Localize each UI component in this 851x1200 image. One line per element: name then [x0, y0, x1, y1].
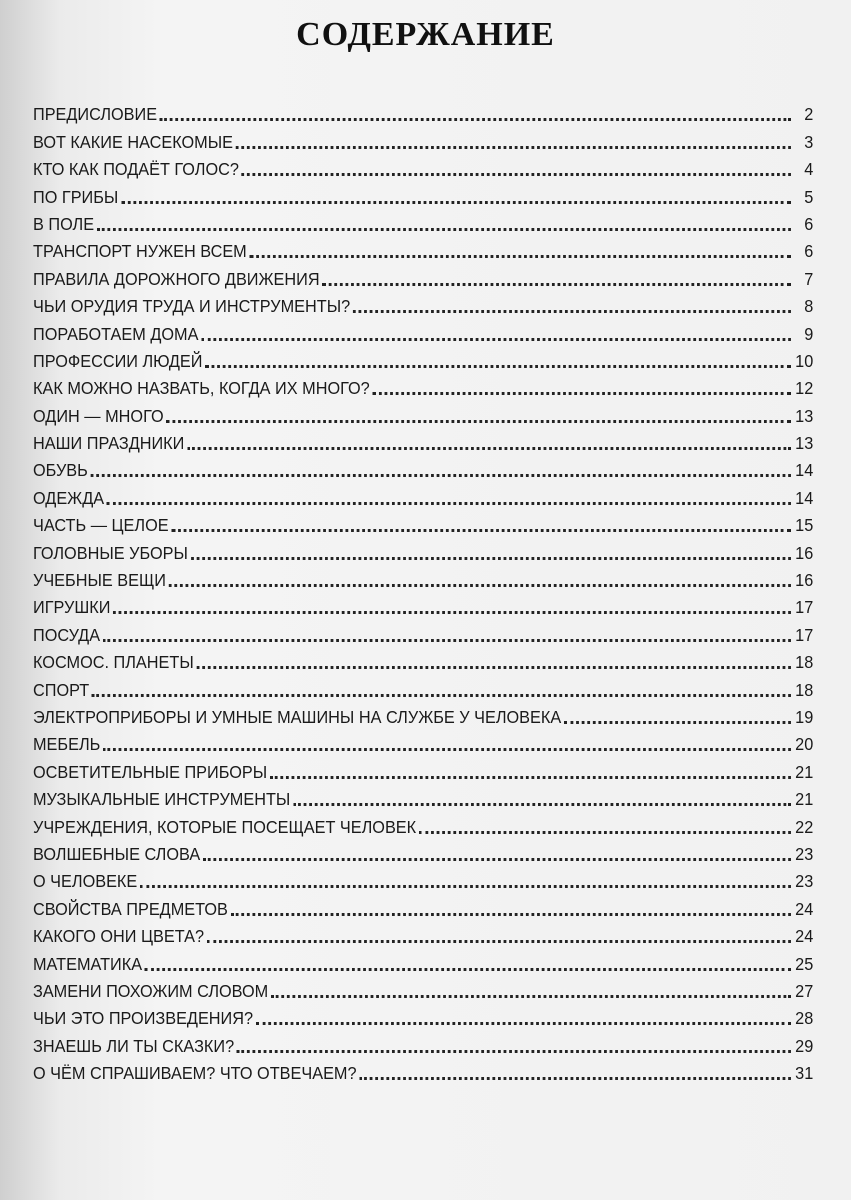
toc-entry-title: О ЧЁМ СПРАШИВАЕМ? ЧТО ОТВЕЧАЕМ?	[33, 1063, 357, 1084]
dot-leader	[197, 654, 791, 669]
toc-entry-page-number: 10	[795, 350, 814, 371]
toc-entry-title: КАКОГО ОНИ ЦВЕТА?	[33, 926, 205, 947]
toc-entry-page-number: 7	[804, 268, 814, 289]
toc-entry-page-number: 12	[795, 378, 814, 399]
toc-entry[interactable]	[33, 262, 813, 289]
toc-entry-title: ЭЛЕКТРОПРИБОРЫ И УМНЫЕ МАШИНЫ НА СЛУЖБЕ У ЧЕЛОВЕКА	[33, 706, 562, 727]
toc-entry-page-number: 18	[795, 679, 814, 700]
toc-entry-title: ЧЬИ ЭТО ПРОИЗВЕДЕНИЯ?	[33, 1008, 254, 1029]
toc-entry[interactable]	[33, 618, 813, 645]
dot-leader	[271, 983, 791, 998]
toc-entry[interactable]	[33, 673, 813, 700]
toc-entry-page-number: 19	[795, 706, 814, 727]
dot-leader	[201, 326, 791, 341]
toc-entry-title: ЧЬИ ОРУДИЯ ТРУДА И ИНСТРУМЕНТЫ?	[33, 296, 351, 317]
toc-entry-title: ОДЕЖДА	[33, 487, 105, 508]
toc-entry-page-number: 15	[795, 515, 814, 536]
toc-entry-page-number: 9	[804, 323, 814, 344]
dot-leader	[191, 545, 791, 560]
table-of-contents	[33, 98, 813, 1084]
toc-entry-title: ИГРУШКИ	[33, 597, 111, 618]
dot-leader	[145, 956, 791, 971]
dot-leader	[91, 462, 791, 477]
dot-leader	[97, 216, 791, 231]
toc-entry[interactable]	[33, 920, 813, 947]
toc-entry[interactable]	[33, 865, 813, 892]
toc-entry-page-number: 17	[795, 597, 814, 618]
toc-entry-page-number: 8	[804, 296, 814, 317]
page-title: СОДЕРЖАНИЕ	[296, 16, 555, 53]
toc-entry-title: КАК МОЖНО НАЗВАТЬ, КОГДА ИХ МНОГО?	[33, 378, 370, 399]
toc-entry-page-number: 21	[795, 761, 814, 782]
toc-entry-title: КТО КАК ПОДАЁТ ГОЛОС?	[33, 159, 239, 180]
dot-leader	[205, 353, 791, 368]
toc-entry-page-number: 13	[795, 405, 814, 426]
dot-leader	[564, 709, 791, 724]
toc-entry-title: О ЧЕЛОВЕКЕ	[33, 871, 138, 892]
toc-entry[interactable]	[33, 1029, 813, 1056]
dot-leader	[187, 435, 791, 450]
dot-leader	[171, 517, 791, 532]
dot-leader	[166, 408, 791, 423]
toc-entry-page-number: 23	[795, 843, 814, 864]
toc-entry[interactable]	[33, 728, 813, 755]
toc-entry[interactable]	[33, 208, 813, 235]
toc-entry-title: СВОЙСТВА ПРЕДМЕТОВ	[33, 898, 228, 919]
toc-entry[interactable]	[33, 810, 813, 837]
toc-entry-title: ОДИН — МНОГО	[33, 405, 164, 426]
toc-entry-title: ПОРАБОТАЕМ ДОМА	[33, 323, 199, 344]
dot-leader	[121, 189, 791, 204]
toc-entry[interactable]	[33, 125, 813, 152]
toc-entry-page-number: 14	[795, 487, 814, 508]
toc-entry[interactable]	[33, 180, 813, 207]
dot-leader	[373, 380, 791, 395]
toc-entry[interactable]	[33, 153, 813, 180]
toc-entry-title: КОСМОС. ПЛАНЕТЫ	[33, 652, 194, 673]
toc-entry-title: ПРОФЕССИИ ЛЮДЕЙ	[33, 350, 203, 371]
toc-entry-page-number: 24	[795, 926, 814, 947]
toc-entry[interactable]	[33, 701, 813, 728]
dot-leader	[322, 271, 791, 286]
toc-entry[interactable]	[33, 509, 813, 536]
toc-entry-page-number: 24	[795, 898, 814, 919]
toc-entry[interactable]	[33, 564, 813, 591]
toc-entry-title: ОСВЕТИТЕЛЬНЫЕ ПРИБОРЫ	[33, 761, 268, 782]
dot-leader	[107, 490, 791, 505]
dot-leader	[140, 873, 791, 888]
toc-entry[interactable]	[33, 975, 813, 1002]
dot-leader	[256, 1010, 791, 1025]
toc-entry-page-number: 31	[795, 1063, 814, 1084]
toc-entry-page-number: 25	[795, 953, 814, 974]
toc-entry[interactable]	[33, 591, 813, 618]
toc-entry-title: ТРАНСПОРТ НУЖЕН ВСЕМ	[33, 241, 247, 262]
toc-entry-page-number: 4	[804, 159, 814, 180]
dot-leader	[103, 736, 791, 751]
toc-entry-title: ЗАМЕНИ ПОХОЖИМ СЛОВОМ	[33, 980, 269, 1001]
toc-entry-title: МУЗЫКАЛЬНЫЕ ИНСТРУМЕНТЫ	[33, 789, 291, 810]
toc-entry[interactable]	[33, 427, 813, 454]
toc-entry-title: ОБУВЬ	[33, 460, 88, 481]
toc-entry[interactable]	[33, 454, 813, 481]
toc-entry-page-number: 17	[795, 624, 814, 645]
dot-leader	[92, 682, 791, 697]
toc-entry-page-number: 20	[795, 734, 814, 755]
toc-entry-title: ВОТ КАКИЕ НАСЕКОМЫЕ	[33, 131, 233, 152]
toc-entry[interactable]	[33, 345, 813, 372]
dot-leader	[203, 846, 791, 861]
dot-leader	[113, 599, 791, 614]
dot-leader	[242, 161, 791, 176]
toc-entry-page-number: 14	[795, 460, 814, 481]
toc-entry[interactable]	[33, 1002, 813, 1029]
toc-entry[interactable]	[33, 372, 813, 399]
toc-entry-title: В ПОЛЕ	[33, 213, 95, 234]
dot-leader	[353, 298, 791, 313]
toc-entry[interactable]	[33, 98, 813, 125]
toc-entry[interactable]	[33, 892, 813, 919]
dot-leader	[250, 243, 791, 258]
toc-entry-title: МЕБЕЛЬ	[33, 734, 101, 755]
toc-entry-title: ВОЛШЕБНЫЕ СЛОВА	[33, 843, 201, 864]
toc-entry-page-number: 21	[795, 789, 814, 810]
toc-entry-title: ГОЛОВНЫЕ УБОРЫ	[33, 542, 188, 563]
dot-leader	[231, 901, 791, 916]
toc-entry-page-number: 6	[804, 241, 814, 262]
toc-entry-title: ПРЕДИСЛОВИЕ	[33, 104, 158, 125]
toc-entry-page-number: 16	[795, 542, 814, 563]
toc-entry-page-number: 6	[804, 213, 814, 234]
toc-entry-title: ПОСУДА	[33, 624, 101, 645]
dot-leader	[359, 1065, 791, 1080]
toc-entry[interactable]	[33, 838, 813, 865]
toc-entry[interactable]	[33, 317, 813, 344]
toc-entry[interactable]	[33, 646, 813, 673]
dot-leader	[293, 791, 791, 806]
toc-entry-page-number: 29	[795, 1035, 814, 1056]
toc-entry-title: ПО ГРИБЫ	[33, 186, 119, 207]
toc-entry[interactable]	[33, 235, 813, 262]
toc-entry-page-number: 13	[795, 433, 814, 454]
toc-entry[interactable]	[33, 399, 813, 426]
toc-entry-page-number: 5	[804, 186, 814, 207]
toc-entry[interactable]	[33, 290, 813, 317]
toc-entry-title: УЧРЕЖДЕНИЯ, КОТОРЫЕ ПОСЕЩАЕТ ЧЕЛОВЕК	[33, 816, 417, 837]
dot-leader	[270, 764, 791, 779]
toc-entry-page-number: 18	[795, 652, 814, 673]
dot-leader	[237, 1038, 791, 1053]
toc-entry-page-number: 27	[795, 980, 814, 1001]
toc-entry[interactable]	[33, 1057, 813, 1084]
toc-entry-page-number: 2	[804, 104, 814, 125]
toc-entry-page-number: 28	[795, 1008, 814, 1029]
dot-leader	[207, 928, 791, 943]
toc-entry[interactable]	[33, 481, 813, 508]
toc-entry-title: НАШИ ПРАЗДНИКИ	[33, 433, 185, 454]
toc-entry[interactable]	[33, 755, 813, 782]
toc-entry-page-number: 23	[795, 871, 814, 892]
dot-leader	[236, 134, 791, 149]
toc-entry[interactable]	[33, 947, 813, 974]
toc-entry-page-number: 3	[804, 131, 814, 152]
toc-entry-page-number: 22	[795, 816, 814, 837]
dot-leader	[419, 819, 791, 834]
toc-entry-title: ПРАВИЛА ДОРОЖНОГО ДВИЖЕНИЯ	[33, 268, 320, 289]
toc-entry[interactable]	[33, 783, 813, 810]
toc-entry-page-number: 16	[795, 570, 814, 591]
toc-entry-title: МАТЕМАТИКА	[33, 953, 143, 974]
dot-leader	[169, 572, 791, 587]
toc-entry-title: УЧЕБНЫЕ ВЕЩИ	[33, 570, 166, 591]
dot-leader	[103, 627, 791, 642]
toc-entry[interactable]	[33, 536, 813, 563]
dot-leader	[160, 106, 791, 121]
toc-entry-title: ЗНАЕШЬ ЛИ ТЫ СКАЗКИ?	[33, 1035, 235, 1056]
toc-entry-title: ЧАСТЬ — ЦЕЛОЕ	[33, 515, 169, 536]
toc-entry-title: СПОРТ	[33, 679, 90, 700]
